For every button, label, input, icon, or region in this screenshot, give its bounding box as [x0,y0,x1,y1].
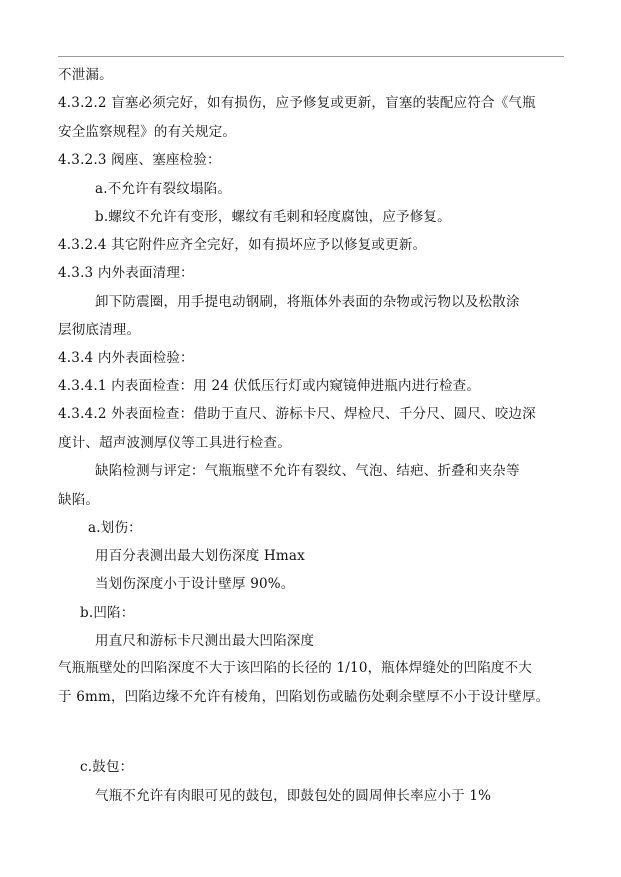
text-line: 度计、超声波测厚仪等工具进行检查。 [58,435,291,451]
text-line: 缺陷检测与评定：气瓶瓶壁不允许有裂纹、气泡、结疤、折叠和夹杂等 [95,463,520,479]
text-line: b.螺纹不允许有变形，螺纹有毛刺和轻度腐蚀，应予修复。 [95,209,451,225]
text-line: 4.3.4.1 内表面检查：用 24 伏低压行灯或内窥镜伸进瓶内进行检查。 [58,378,481,394]
text-line: 4.3.2.3 阀座、塞座检验： [58,152,221,168]
text-line: a.划伤： [88,520,142,536]
text-line: 4.3.2.4 其它附件应齐全完好，如有损坏应予以修复或更新。 [58,237,427,253]
text-line: 层彻底清理。 [58,322,141,338]
text-line: 不泄漏。 [58,67,113,83]
text-line: 4.3.4 内外表面检验： [58,350,194,366]
text-line: 当划伤深度小于设计壁厚 90%。 [95,576,295,592]
text-line: 4.3.3 内外表面清理： [58,265,194,281]
text-line: a.不允许有裂纹塌陷。 [95,181,232,197]
text-line: 4.3.4.2 外表面检查：借助于直尺、游标卡尺、焊检尺、千分尺、圆尺、咬边深 [58,406,536,422]
text-line: 气瓶瓶壁处的凹陷深度不大于该凹陷的长径的 1/10，瓶体焊缝处的凹陷度不大 [58,660,533,676]
text-line: b.凹陷： [80,605,135,621]
text-line: 用百分表测出最大划伤深度 Hmax [95,548,305,564]
text-line: 缺陷。 [58,492,100,508]
text-line: c.鼓包： [80,759,134,775]
text-line: 安全监察规程》的有关规定。 [58,124,237,140]
text-line: 卸下防震圈，用手提电动钢刷，将瓶体外表面的杂物或污物以及松散涂 [95,294,520,310]
text-line: 气瓶不允许有肉眼可见的鼓包，即鼓包处的圆周伸长率应小于 1% [95,788,492,804]
text-line: 用直尺和游标卡尺测出最大凹陷深度 [95,633,315,649]
text-line: 4.3.2.2 盲塞必须完好，如有损伤，应予修复或更新，盲塞的装配应符合《气瓶 [58,95,536,111]
text-line: 于 6mm，凹陷边缘不允许有棱角，凹陷划伤或瞌伤处剩余壁厚不小于设计壁厚。 [58,689,550,705]
header-rule [58,56,564,57]
